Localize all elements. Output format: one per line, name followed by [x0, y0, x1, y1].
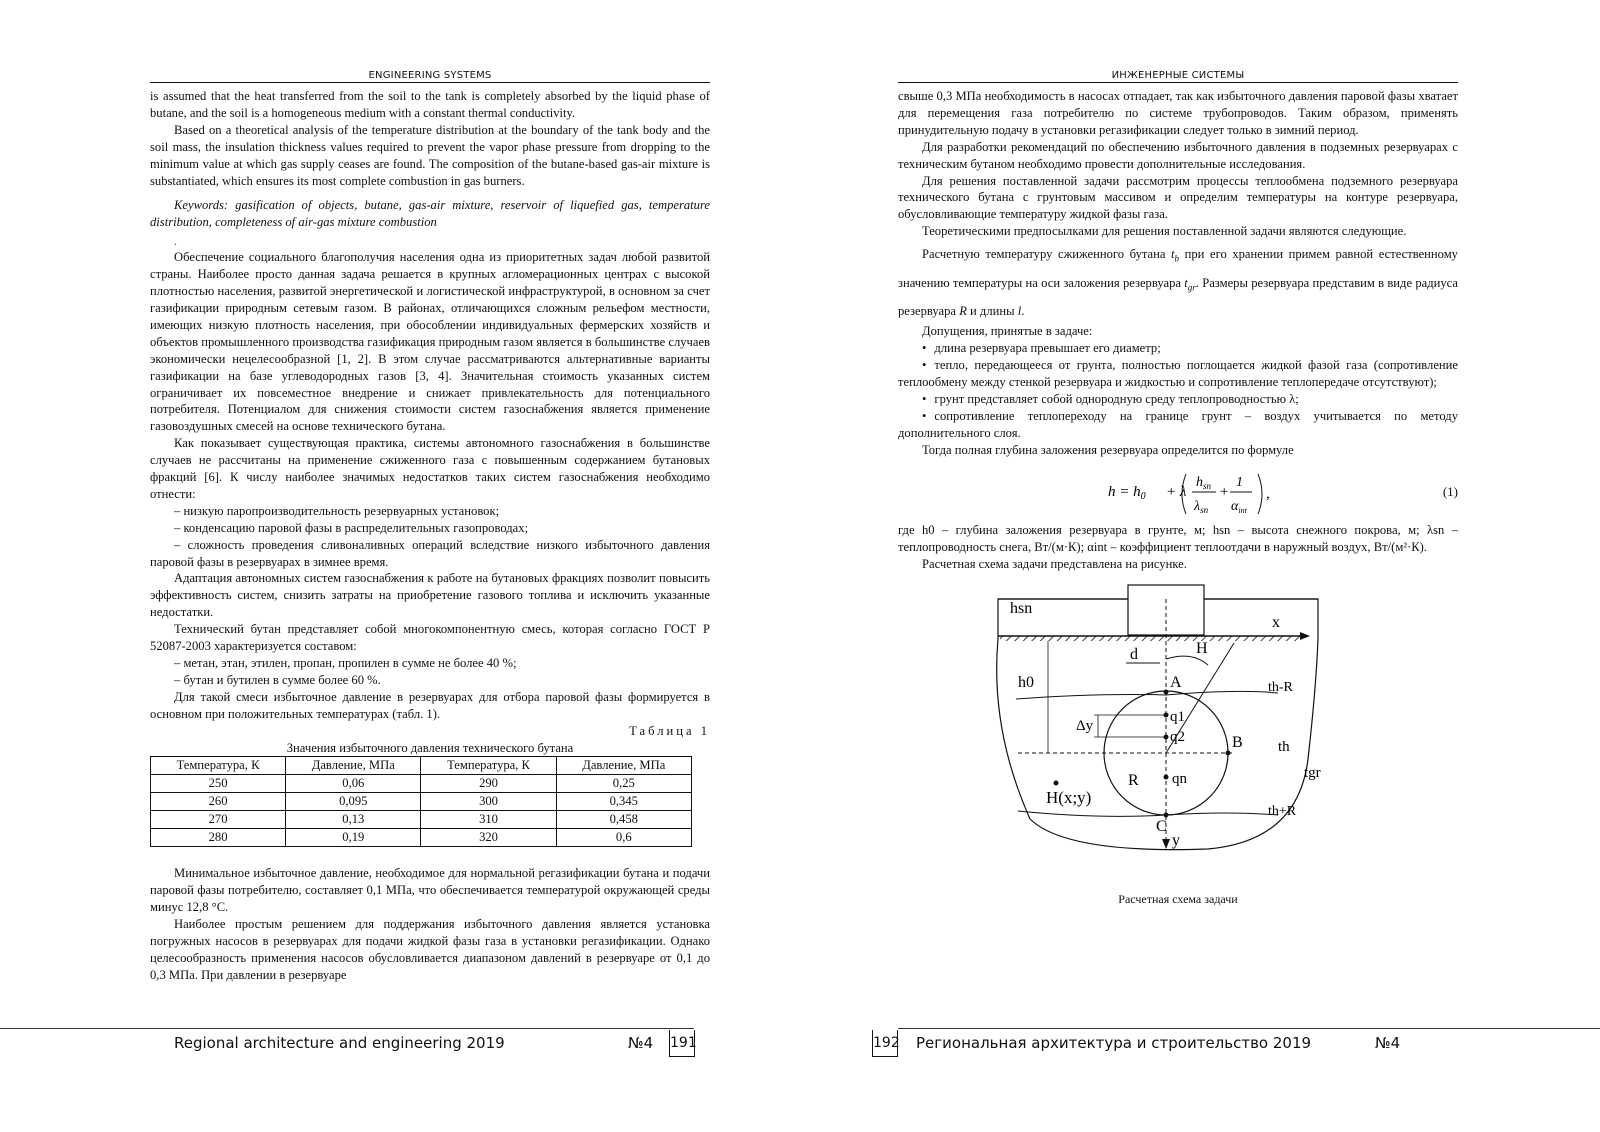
- page-number: 192: [872, 1030, 898, 1057]
- symbol-tgr: [1184, 275, 1196, 293]
- table-cell: 0,06: [286, 775, 421, 793]
- label-h0: h0: [1018, 674, 1034, 692]
- point-H: [1054, 781, 1059, 786]
- list-item: – сложность проведения сливоналивных операций вследствие низкого избыточного давления паровой фазы в резервуарах в зимнее время.: [150, 537, 710, 569]
- body-paragraph: [898, 242, 1458, 323]
- text-run: . Размеры резервуара представим в виде радиуса резервуара: [898, 275, 1458, 319]
- list-item: – метан, этан, этилен, пропан, пропилен в сумме не более 40 %;: [174, 656, 517, 670]
- table-cell: 0,458: [556, 811, 691, 829]
- bullet-item: • грунт представляет собой однородную среду теплопроводностью λ;: [898, 391, 1458, 408]
- table-cell: 0,095: [286, 793, 421, 811]
- symbol-R: R: [959, 304, 967, 319]
- table-cell: 0,345: [556, 793, 691, 811]
- body-paragraph: Как показывает существующая практика, системы автономного газоснабжения в большинстве случаев не рассчитаны на применение сжиженного газа с повышенным содержанием бутановых фракций [6]. К числу наиболее значимых недостатков таких систем газоснабжения необходимо отнести:: [150, 436, 710, 501]
- table-cell: 320: [421, 829, 556, 847]
- formula-comma: ,: [1266, 486, 1270, 503]
- label-qn: qn: [1172, 771, 1187, 788]
- label-q1: q1: [1170, 709, 1185, 726]
- body-paragraph: Технический бутан представляет собой многокомпонентную смесь, которая согласно ГОСТ Р 52087-2003 характеризуется составом:: [150, 622, 710, 654]
- table-header-cell: Температура, К: [421, 757, 556, 775]
- symbol-tb: [1171, 247, 1180, 264]
- text-run: Расчетную температуру сжиженного бутана: [922, 247, 1166, 262]
- label-hsn: hsn: [1010, 600, 1033, 618]
- bullet-item: • сопротивление теплопереходу на границе грунт – воздух учитывается по методу дополнительного слоя.: [898, 408, 1458, 442]
- label-th-minus-R: th-R: [1268, 680, 1293, 696]
- text-run: при его хранении примем равной естественному значению температуры на оси заложения резервуара: [898, 247, 1458, 290]
- formula-lambda: + λ: [1166, 484, 1187, 501]
- table-cell: 280: [151, 829, 286, 847]
- calculation-scheme-figure: [898, 579, 1458, 899]
- footer-journal-title: Региональная архитектура и строительство 2019: [916, 1034, 1312, 1052]
- body-paragraph: Минимальное избыточное давление, необходимое для нормальной регазификации бутана и подачи паровой фазы потребителю, составляет 0,1 МПа, что обеспечивается температурой окружающей среды минус 12,8 °С.: [150, 866, 710, 915]
- body-paragraph: Адаптация автономных систем газоснабжения к работе на бутановых фракциях позволит повысить эффективность систем, снизить затраты на приобретение газового топлива и исключить указанные недостатки.: [150, 571, 710, 620]
- abstract-paragraph: is assumed that the heat transferred from the soil to the tank is completely absorbed by the liquid phase of butane, and the soil is a homogeneous medium with a constant thermal conductivity.: [150, 89, 710, 120]
- figure-caption: Расчетная схема задачи: [1118, 892, 1238, 907]
- formula-den2: $\alpha_{int}$: [1231, 499, 1247, 516]
- table-row: [151, 793, 692, 811]
- label-B: B: [1232, 734, 1243, 752]
- formula-lhs: $h = h_0$: [1108, 484, 1146, 503]
- point-q2: [1164, 735, 1169, 740]
- footer-issue: №4: [1375, 1034, 1401, 1052]
- list-item: – бутан и бутилен в сумме более 60 %.: [174, 672, 381, 687]
- table-header-cell: Температура, К: [151, 757, 286, 775]
- formula-num2: 1: [1236, 475, 1243, 491]
- table-row: [151, 811, 692, 829]
- table-cell: 0,13: [286, 811, 421, 829]
- H-arc: [1166, 656, 1208, 665]
- body-paragraph: Для разработки рекомендаций по обеспечению избыточного давления в подземных резервуарах с техническим бутаном необходимо провести дополнительные исследования.: [898, 139, 1458, 171]
- point-B: [1226, 751, 1231, 756]
- table-header-row: [151, 757, 692, 775]
- right-column: [898, 88, 1458, 907]
- abstract-paragraph: Based on a theoretical analysis of the temperature distribution at the boundary of the tank body and the soil mass, the insulation thickness values required to prevent the vapor phase pressure from dropping to the minimum value at which gas supply ceases are found. The composition of the butane-based gas-air mixture is substantiated, which ensures its most complete combustion in gas burners.: [150, 122, 710, 188]
- pressure-table: [150, 756, 692, 847]
- body-paragraph: Теоретическими предпосылками для решения поставленной задачи являются следующие.: [922, 224, 1407, 239]
- keywords: Keywords: gasification of objects, butane, gas-air mixture, reservoir of liquefied gas, temperature distribution, completeness of air-gas mixture combustion: [150, 198, 710, 230]
- body-paragraph: свыше 0,3 МПа необходимость в насосах отпадает, так как избыточного давления паровой фазы хватает для перемещения газа потребителю по системе трубопроводов. Таким образом, применять принудительную подачу в установки регазификации следует только в зимний период.: [898, 89, 1458, 137]
- running-header: ИНЖЕНЕРНЫЕ СИСТЕМЫ: [898, 70, 1458, 83]
- table-row: [151, 775, 692, 793]
- label-y: y: [1172, 832, 1180, 850]
- formula-intro: Тогда полная глубина заложения резервуара определится по формуле: [922, 442, 1294, 457]
- symbol-letter: t: [1184, 275, 1188, 290]
- figure-intro: Расчетная схема задачи представлена на рисунке.: [922, 557, 1187, 572]
- footer-rule: [0, 1028, 694, 1029]
- table-cell: 0,19: [286, 829, 421, 847]
- formula-num1: $h_{sn}$: [1196, 475, 1212, 492]
- x-axis-arrow: [1300, 632, 1310, 640]
- page-left: [150, 0, 710, 1132]
- body-paragraph: Для решения поставленной задачи рассмотрим процессы теплообмена подземного резервуара технического бутана с грунтовым массивом и определим температуры на контуре резервуара, обусловливающие температуру жидкой фазы газа.: [898, 173, 1458, 222]
- table-cell: 0,25: [556, 775, 691, 793]
- table-cell: 0,6: [556, 829, 691, 847]
- body-paragraph: Наиболее простым решением для поддержания избыточного давления является установка погружных насосов в резервуарах для подачи жидкой фазы газа в установки регазификации. Однако целесообразность применения насосов обусловливается диапазоном давлений в резервуаре от 0,1 до 0,3 МПа. При давлении в резервуаре: [150, 917, 710, 982]
- formula-1: [1108, 466, 1278, 522]
- text-run: .: [1021, 304, 1025, 319]
- section-gap: [150, 231, 710, 249]
- symbol-subscript: gr: [1187, 282, 1196, 293]
- point-A: [1164, 690, 1169, 695]
- label-th-plus-R: th+R: [1268, 804, 1297, 820]
- label-th: th: [1278, 739, 1290, 756]
- y-axis-arrow: [1162, 839, 1170, 849]
- bullet-item: • длина резервуара превышает его диаметр;: [898, 340, 1458, 357]
- assumptions-title: Допущения, принятые в задаче:: [922, 324, 1093, 339]
- list-item: – конденсацию паровой фазы в распределительных газопроводах;: [174, 520, 529, 535]
- table-cell: 260: [151, 793, 286, 811]
- page-number: 191: [669, 1030, 695, 1057]
- left-column: [150, 88, 710, 984]
- bullet-item: • тепло, передающееся от грунта, полностью поглощается жидкой фазой газа (сопротивление теплообмену между стенкой резервуара и жидкостью и сопротивление теплопередаче отсутствуют);: [898, 357, 1458, 391]
- label-C: C: [1156, 818, 1167, 836]
- formula-den1: $\lambda_{sn}$: [1194, 499, 1209, 516]
- point-C: [1164, 813, 1169, 818]
- label-A: A: [1170, 674, 1182, 692]
- label-H-top: H: [1196, 640, 1208, 658]
- label-x: x: [1272, 614, 1280, 632]
- symbol-letter: t: [1171, 247, 1175, 262]
- table-cell: 270: [151, 811, 286, 829]
- body-paragraph: Для такой смеси избыточное давление в резервуарах для отбора паровой фазы формируется в основном при положительных температурах (табл. 1).: [150, 689, 710, 721]
- point-q1: [1164, 713, 1169, 718]
- formula-paren-right: [1258, 474, 1262, 514]
- table-header-cell: Давление, МПа: [286, 757, 421, 775]
- label-q2: q2: [1170, 729, 1185, 746]
- formula-number: (1): [1442, 484, 1458, 500]
- text-run: и длины: [970, 304, 1015, 319]
- table-cell: 290: [421, 775, 556, 793]
- label-tgr: tgr: [1304, 765, 1321, 782]
- list-item: – низкую паропроизводительность резервуарных установок;: [174, 503, 500, 518]
- footer-issue: №4: [628, 1034, 654, 1052]
- label-Hxy: H(x;y): [1046, 788, 1092, 808]
- label-R: R: [1128, 772, 1139, 790]
- table-cell: 250: [151, 775, 286, 793]
- point-qn: [1164, 775, 1169, 780]
- running-header: ENGINEERING SYSTEMS: [150, 70, 710, 83]
- isotherm-top: [1016, 692, 1278, 700]
- body-paragraph: Обеспечение социального благополучия населения одна из приоритетных задач любой развитой страны. Наиболее просто данная задача решается в крупных агломерационных центрах с высокой плотностью населения, развитой энергетической и логистической инфраструктурой, в основном за счет газификации природным сетевым газом. В районах, отличающихся сложным рельефом местности, имеющих низкую плотность населения, при обособлении индивидуальных фермерских хозяйств и объектов промышленного производства газификация природным газом является в большинстве случаев экономически нецелесообразной [1, 2]. В этом случае рассматриваются альтернативные варианты газификации на базе углеводородных газов [3, 4]. Значительная стоимость указанных систем ограничивает их повсеместное внедрение и снижает привлекательность для потенциального потребителя. Потенциалом для снижения стоимости систем газоснабжения является применение газовоздушных смесей на основе технического бутана.: [150, 250, 710, 434]
- figure-container: [898, 573, 1458, 907]
- symbol-l: l: [1017, 304, 1022, 319]
- formula-plus: +: [1219, 484, 1230, 501]
- symbol-subscript: b: [1174, 253, 1180, 264]
- footer-journal-title: Regional architecture and engineering 2019: [174, 1034, 505, 1052]
- label-d: d: [1130, 646, 1138, 664]
- formula-block: [898, 458, 1458, 522]
- table-number: Таблица 1: [629, 723, 710, 738]
- page-right: [898, 0, 1458, 1132]
- where-paragraph: где h0 – глубина заложения резервуара в грунте, м; hsn – высота снежного покрова, м; λsn – теплопроводность снега, Вт/(м·К); αint – коэффициент теплоотдачи в наружный воздух, Вт/(м²·К).: [898, 523, 1458, 555]
- footer-rule: [898, 1028, 1600, 1029]
- table-caption: Значения избыточного давления технического бутана: [286, 740, 574, 755]
- table-cell: 300: [421, 793, 556, 811]
- red-mark: .: [174, 234, 177, 249]
- table-cell: 310: [421, 811, 556, 829]
- label-dy: Δy: [1076, 718, 1094, 735]
- table-header-cell: Давление, МПа: [556, 757, 691, 775]
- table-row: [151, 829, 692, 847]
